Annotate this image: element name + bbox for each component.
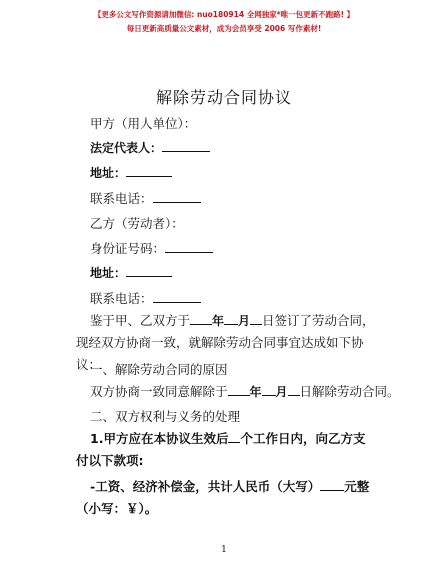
document-title: 解除劳动合同协议 (155, 88, 292, 107)
intro-text-1: 鉴于甲、乙双方于 (90, 313, 191, 328)
id-number-blank[interactable] (165, 240, 213, 253)
wage-paragraph (76, 476, 376, 520)
phone-a-label: 联系电话： (90, 191, 153, 206)
end-month-blank[interactable] (262, 383, 276, 396)
item-1-text-b: 个工作日内，向乙方支付以下款项: (76, 431, 366, 468)
intro-year: 年 (212, 314, 225, 328)
party-a-label: 甲方（用人单位）： (90, 116, 197, 131)
item-1-text-a: 1.甲方应在本协议生效后 (90, 431, 229, 446)
phone-b-label: 联系电话： (90, 291, 153, 306)
legal-rep-blank[interactable] (162, 139, 210, 152)
address-a-blank[interactable] (126, 164, 172, 177)
phone-b-blank[interactable] (153, 290, 201, 303)
workdays-blank[interactable] (228, 430, 240, 443)
address-a-label: 地址： (90, 166, 127, 180)
reason-text-2: 日解除劳动合同。 (299, 384, 400, 399)
sign-day-blank[interactable] (250, 312, 262, 325)
id-number-label: 身份证号码： (90, 241, 166, 256)
sign-month-blank[interactable] (224, 312, 238, 325)
reason-line (90, 382, 400, 400)
intro-month: 月 (238, 314, 251, 328)
phone-a-line (90, 189, 201, 207)
promo-banner-line-2: 每日更新高质量公文素材，成为会员享受 2006 写作素材! (126, 24, 322, 33)
legal-rep-label: 法定代表人： (90, 141, 163, 155)
item-1-paragraph (76, 428, 376, 472)
wage-text-b: 元整（小写：￥）。 (76, 479, 370, 516)
reason-text-1: 双方协商一致同意解除于 (90, 384, 228, 399)
section-2-heading: 二、双方权利与义务的处理 (90, 409, 241, 424)
id-number-line (90, 239, 213, 257)
sign-year-blank[interactable] (190, 312, 212, 325)
amount-blank[interactable] (320, 478, 344, 491)
reason-month: 月 (275, 385, 288, 399)
phone-b-line (90, 289, 201, 307)
address-b-blank[interactable] (126, 264, 172, 277)
address-b-label: 地址： (90, 266, 127, 280)
intro-text-2: 日签订了劳动合同，现经双方协商一致，就解除劳动合同事宜达成如下协议： (76, 313, 375, 372)
reason-year: 年 (249, 385, 262, 399)
wage-text-a: -工资、经济补偿金，共计人民币（大写） (90, 479, 321, 494)
address-a-line (90, 164, 172, 181)
phone-a-blank[interactable] (153, 190, 201, 203)
party-b-label: 乙方（劳动者）： (90, 216, 184, 231)
address-b-line (90, 264, 172, 281)
end-day-blank[interactable] (288, 383, 300, 396)
legal-rep-line (90, 139, 210, 156)
promo-banner-line-1: 【更多公文写作资源请加微信: nuo180914 全网独家*唯一包更新不跑路! 】 (93, 10, 355, 19)
end-year-blank[interactable] (228, 383, 250, 396)
page-number: 1 (221, 545, 227, 555)
promo-banner (0, 8, 448, 36)
section-1-heading: 一、解除劳动合同的原因 (90, 362, 228, 377)
